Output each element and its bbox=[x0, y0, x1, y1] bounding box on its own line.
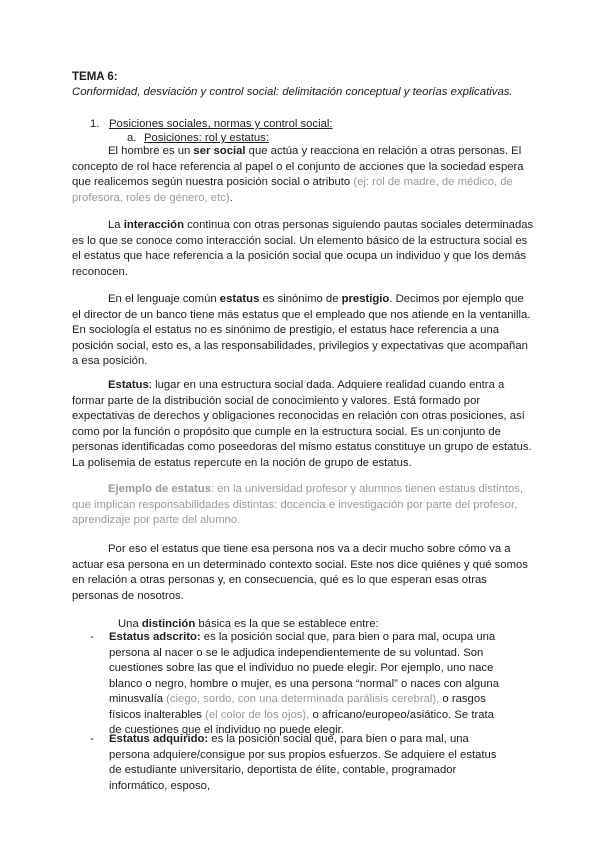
bold-term: ser social bbox=[193, 145, 246, 157]
text: : en la universidad profesor y alumnos tienen estatus distintos, que implican responsabilidades distintas: docencia e investigación por parte del profesor, aprendizaje por parte del alumno. bbox=[72, 483, 524, 526]
list-item-text bbox=[109, 630, 504, 739]
text: es la posición social que, para bien o para mal, ocupa una persona al nacer o se le adjudica independientemente de su voluntad. Son cuestiones sobre las que el individuo no puede elegir. Por ejemplo, uno nace blanco o negro, hombre o mujer, es una persona “normal” o naces con alguna minusvalía bbox=[109, 631, 499, 705]
text: Por eso el estatus que tiene esa persona nos va a decir mucho sobre cómo va a actuar esa persona en un determinado contexto social. Este nos dice quiénes y qué somos en relación a otras personas y, en consecuencia, qué es lo que esperan esas otras personas de nosotros. bbox=[72, 543, 528, 602]
text: : lugar en una estructura social dada. Adquiere realidad cuando entra a formar parte de la distribución social de conocimiento y valores. Está formado por expectativas de derechos y obligaciones reconocidas en relación con otras posiciones, así como por la función o propósito que cumple en la estructura social. Es un conjunto de personas identificadas como poseedoras del mismo estatus constituye un grupo de estatus. La polisemia de estatus repercute en la noción de grupo de estatus. bbox=[72, 379, 532, 469]
section-label: Posiciones sociales, normas y control social: bbox=[109, 118, 333, 130]
bold-term: Estatus adquirido: bbox=[109, 733, 209, 745]
bold-term: distinción bbox=[141, 618, 196, 630]
section-number: 1. bbox=[90, 118, 100, 130]
paragraph-rol bbox=[72, 144, 534, 206]
doc-subtitle: Conformidad, desviación y control social: delimitación conceptual y teorías explicativas. bbox=[72, 86, 513, 98]
paragraph-estatus-def bbox=[72, 378, 534, 471]
paragraph-interaccion bbox=[72, 218, 534, 280]
subsection-letter: a. bbox=[127, 132, 137, 144]
section-heading-1a bbox=[127, 132, 269, 144]
text: Una bbox=[118, 618, 142, 630]
gray-example: (ciego, sordo, con una determinada parálisis cerebral), bbox=[166, 693, 440, 705]
bold-term: Ejemplo de estatus bbox=[108, 483, 211, 495]
text: El hombre es un bbox=[108, 145, 194, 157]
subsection-label: Posiciones: rol y estatus: bbox=[144, 132, 269, 144]
text: que actúa y reacciona en relación a otras personas. El concepto de rol hace referencia al papel o el conjunto de acciones que la sociedad espera que realicemos según nuestra posición social o atributo bbox=[72, 145, 524, 188]
bold-term: estatus bbox=[219, 293, 260, 305]
text: . bbox=[229, 191, 233, 204]
text: básica es la que se establece entre: bbox=[195, 618, 379, 630]
paragraph-prestigio bbox=[72, 292, 534, 370]
gray-example: (ej: rol de madre, de médico, de profesora, roles de género, etc) bbox=[72, 176, 513, 204]
list-item-text bbox=[109, 732, 504, 794]
text: es la posición social que, para bien o para mal, una persona adquiere/consigue por sus propios esfuerzos. Se adquiere el estatus de estudiante universitario, deportista de élite, contable, programador informático, esposo, bbox=[109, 733, 497, 792]
text: . Decimos por ejemplo que el director de un banco tiene más estatus que el empleado que nos atiende en la ventanilla. En sociología el estatus no es sinónimo de prestigio, el estatus hace referencia a una posición social, esto es, a las responsabilidades, privilegios y expectativas que acompañan a esa posición. bbox=[72, 293, 531, 367]
section-heading-1 bbox=[90, 118, 333, 130]
text: o africano/europeo/asiático. Se trata de cuestiones que el individuo no puede elegir. bbox=[109, 708, 494, 736]
text: La bbox=[108, 219, 124, 231]
bold-term: interacción bbox=[123, 219, 184, 231]
bold-term: Estatus adscrito: bbox=[109, 631, 201, 643]
text: En el lenguaje común bbox=[108, 293, 220, 305]
paragraph-contexto bbox=[72, 542, 534, 604]
text: continua con otras personas siguiendo pautas sociales determinadas es lo que se conoce como interacción social. Un elemento básico de la estructura social es el estatus que hace referencia a la posición social que ocupa un individuo y que los demás reconocen. bbox=[72, 219, 534, 278]
bold-term: Estatus bbox=[108, 379, 149, 391]
bullet-dash: - bbox=[90, 631, 94, 643]
doc-title: TEMA 6: bbox=[72, 71, 118, 83]
text: es sinónimo de bbox=[259, 293, 342, 305]
paragraph-ejemplo bbox=[72, 482, 534, 529]
distinction-intro bbox=[118, 618, 379, 630]
text: o rasgos físicos inalterables bbox=[109, 693, 486, 721]
gray-example: (el color de los ojos), bbox=[205, 708, 310, 721]
bullet-dash: - bbox=[90, 733, 94, 745]
bold-term: prestigio bbox=[341, 293, 390, 305]
